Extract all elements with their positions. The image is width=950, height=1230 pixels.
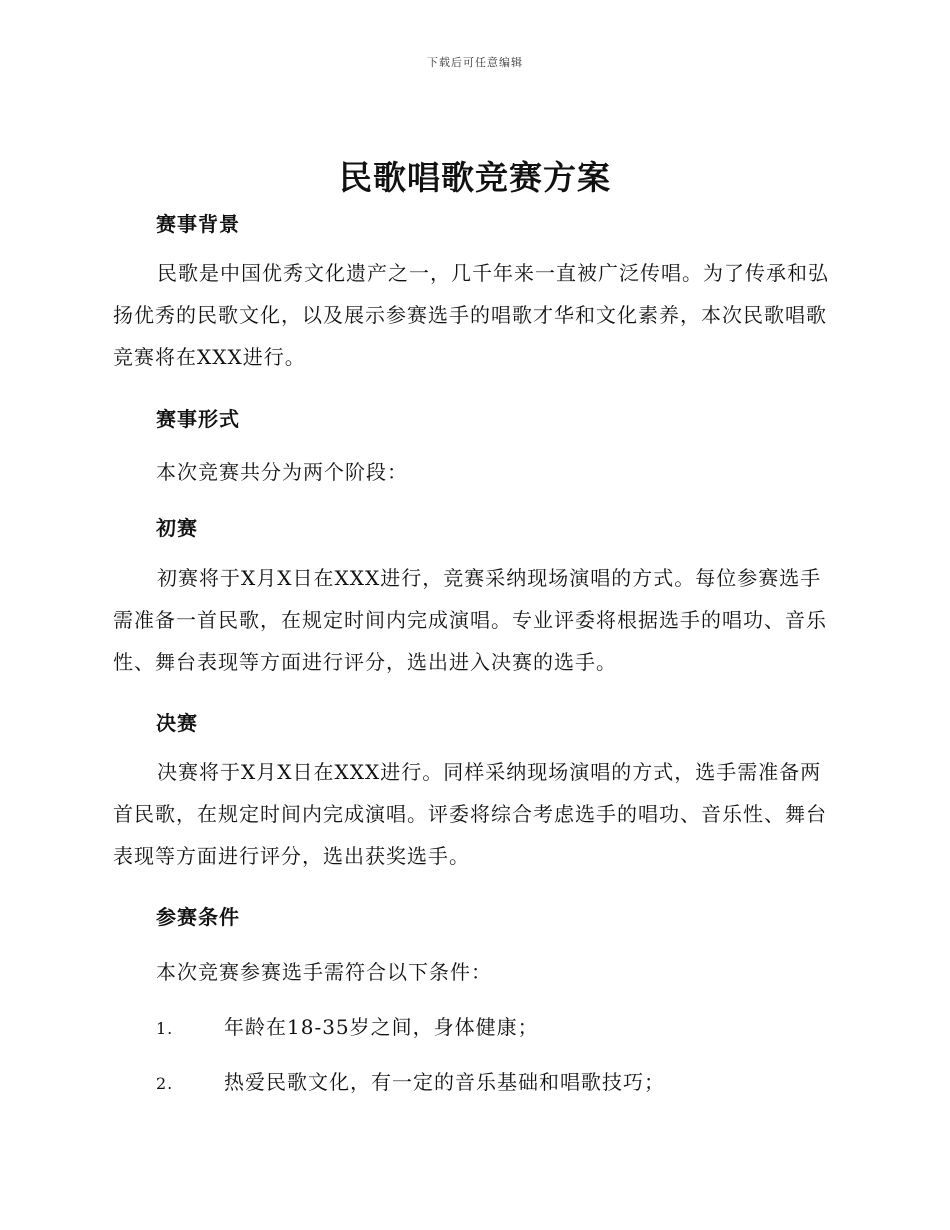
document-title: 民歌唱歌竞赛方案 [339,158,611,197]
list-item-text: 热爱民歌文化，有一定的音乐基础和唱歌技巧； [224,1070,665,1094]
section-heading-conditions: 参赛条件 [156,905,240,929]
list-item-number: 1. [156,1019,174,1038]
section-body-background: 民歌是中国优秀文化遗产之一，几千年来一直被广泛传唱。为了传承和弘扬优秀的民歌文化，以及展示参赛选手的唱歌才华和文化素养，本次民歌唱歌竞赛将在XXX进行。 [113,261,829,369]
section-body-preliminary: 初赛将于X月X日在XXX进行，竞赛采纳现场演唱的方式。每位参赛选手需准备一首民歌，在规定时间内完成演唱。专业评委将根据选手的唱功、音乐性、舞台表现等方面进行评分，选出进入决赛的选手。 [113,566,827,674]
section-intro-format: 本次竞赛共分为两个阶段： [156,460,408,484]
page-header: 下载后可任意编辑 [427,56,523,69]
section-heading-format: 赛事形式 [156,407,240,431]
section-intro-conditions: 本次竞赛参赛选手需符合以下条件： [156,960,492,984]
section-body-final: 决赛将于X月X日在XXX进行。同样采纳现场演唱的方式，选手需准备两首民歌，在规定时间内完成演唱。评委将综合考虑选手的唱功、音乐性、舞台表现等方面进行评分，选出获奖选手。 [113,760,827,868]
list-item [156,1011,539,1040]
list-item-number: 2. [156,1074,174,1093]
section-heading-preliminary: 初赛 [156,516,198,540]
section-heading-final: 决赛 [156,711,198,735]
list-item [156,1066,665,1095]
section-heading-background: 赛事背景 [156,212,240,236]
list-item-text: 年龄在18-35岁之间，身体健康； [224,1015,539,1039]
